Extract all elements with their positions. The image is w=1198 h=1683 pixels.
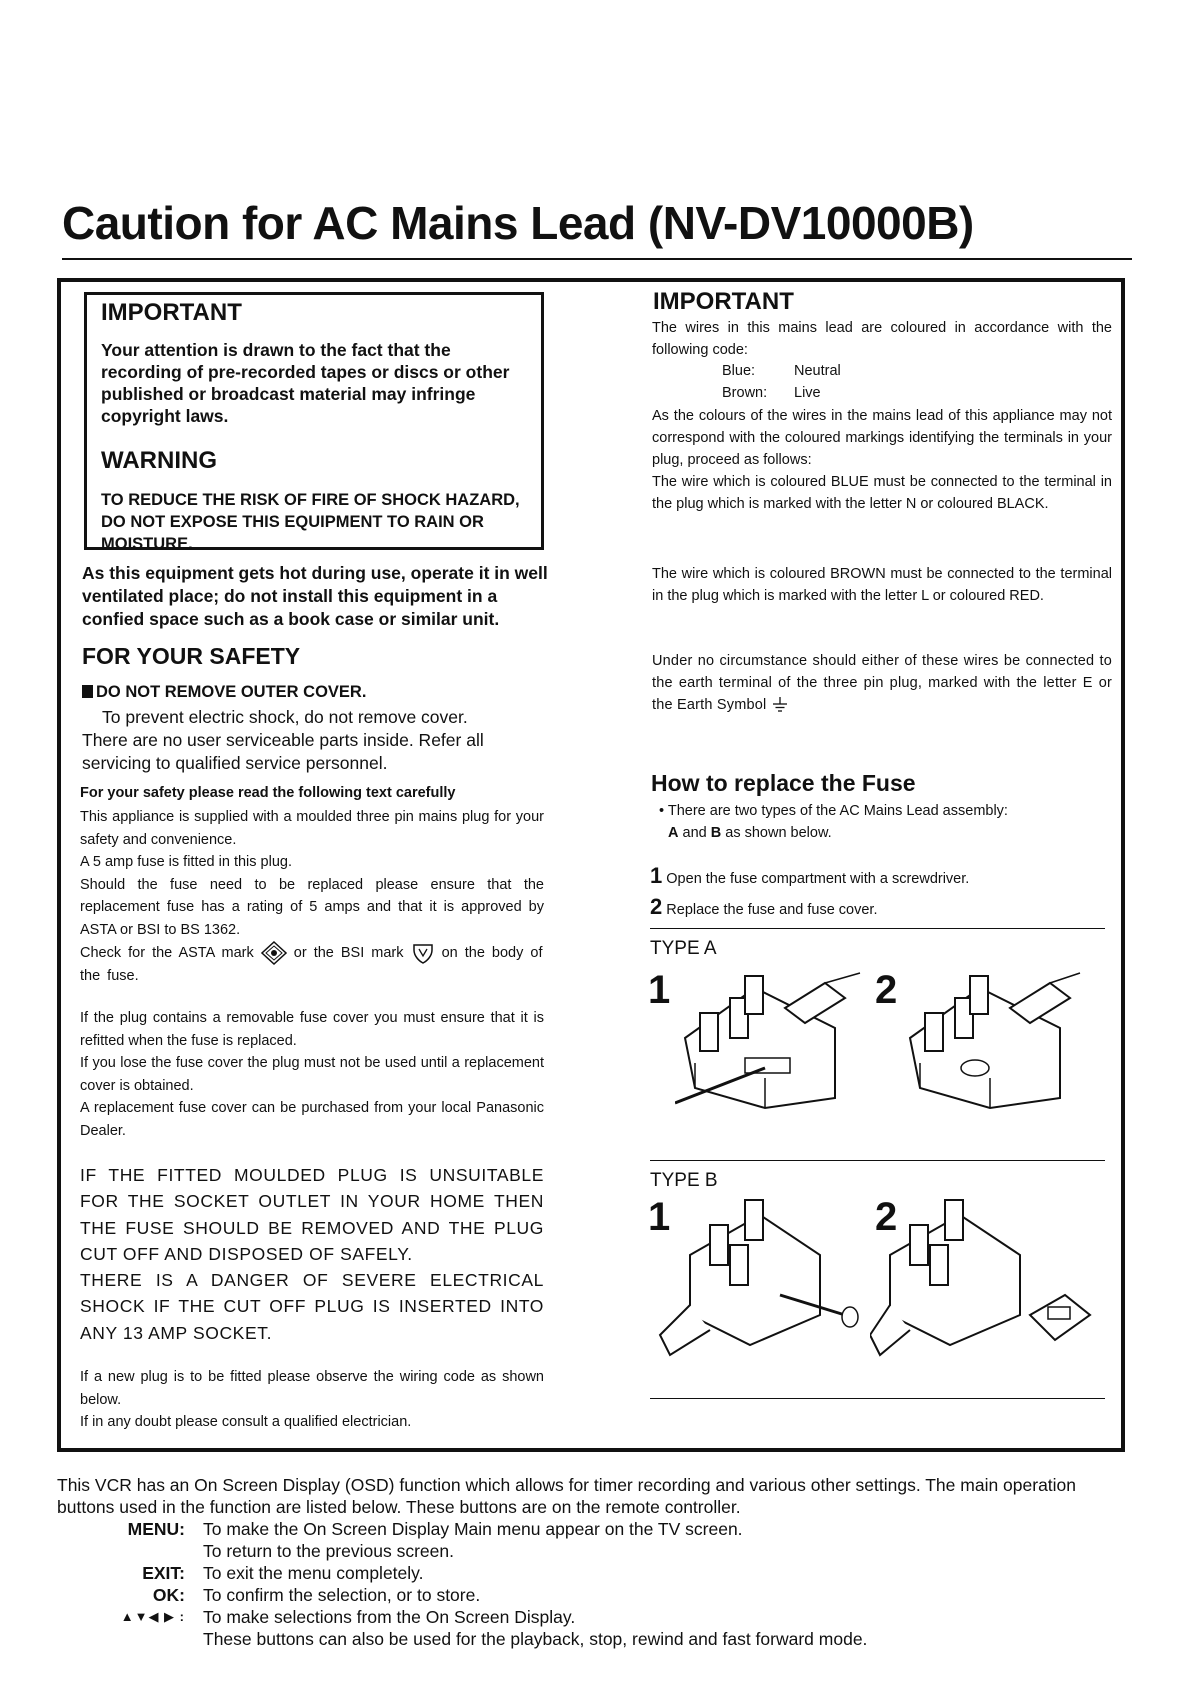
step-1 [650, 863, 969, 889]
warning-text: TO REDUCE THE RISK OF FIRE OF SHOCK HAZARD, DO NOT EXPOSE THIS EQUIPMENT TO RAIN OR MOISTURE. [101, 491, 520, 553]
button-desc: To make selections from the On Screen Display. [203, 1607, 576, 1627]
button-row [108, 1562, 867, 1584]
fuse-bullet-continued [668, 822, 832, 844]
copyright-notice: Your attention is drawn to the fact that the recording of pre-recorded tapes or discs or other published or broadcast material may infringe copyright laws. [101, 340, 510, 426]
wire-colour: Brown: [722, 385, 768, 401]
new-plug-paragraph [80, 1366, 544, 1434]
safety-heading: FOR YOUR SAFETY [82, 643, 301, 669]
warning-heading: WARNING [101, 447, 217, 474]
type-b-label: TYPE B [650, 1170, 718, 1191]
text-line: IF THE FITTED MOULDED PLUG IS UNSUITABLE FOR THE SOCKET OUTLET IN YOUR HOME THEN THE FUSE SHOULD BE REMOVED AND THE PLUG CUT OFF AND DISPOSED OF SAFELY. [80, 1165, 544, 1264]
button-desc: These buttons can also be used for the playback, stop, rewind and fast forward mode. [203, 1629, 868, 1649]
step-2 [650, 894, 877, 920]
safety-subheading [82, 683, 366, 702]
text-line: If you lose the fuse cover the plug must not be used until a replacement cover is obtained. [80, 1055, 544, 1094]
fuse-cover-paragraph [80, 1007, 544, 1142]
text-line: Should the fuse need to be replaced please ensure that the replacement fuse has a rating of 5 amps and that it is approved by ASTA or BSI to BS 1362. [80, 876, 544, 938]
text-line: A 5 amp fuse is fitted in this plug. [80, 854, 292, 870]
text-fragment: on the body of the fuse. [80, 944, 543, 984]
wire-code-row [722, 360, 841, 382]
button-key: EXIT: [142, 1563, 185, 1583]
type-b-open-fuse-illustration [650, 1195, 865, 1365]
figure-number: 1 [648, 968, 671, 1012]
type-a-replace-fuse-illustration [900, 968, 1090, 1128]
button-desc: To return to the previous screen. [203, 1541, 454, 1561]
bsi-kitemark-icon [411, 941, 435, 965]
type-a-open-fuse-illustration [675, 968, 875, 1128]
wire-colour-code [722, 360, 841, 404]
mark-check-line [80, 941, 544, 988]
fuse-info-paragraph [80, 806, 544, 988]
button-key: OK: [152, 1585, 185, 1605]
figure-number: 2 [875, 968, 898, 1012]
step-number: 2 [650, 894, 663, 919]
wire-code-row [722, 382, 841, 404]
ventilation-notice: As this equipment gets hot during use, operate it in well ventilated place; do not install this equipment in a confied space such as a book case or similar unit. [82, 563, 548, 629]
divider [650, 928, 1105, 929]
text-fragment: and [682, 825, 707, 841]
figure-number: 2 [875, 1195, 898, 1239]
osd-intro: This VCR has an On Screen Display (OSD) function which allows for timer recording and various other settings. The main operation buttons used in the function are listed below. These buttons are on the remote controller. [57, 1475, 1077, 1517]
asta-mark-icon [261, 941, 287, 965]
text-fragment: There are two types of the AC Mains Lead assembly: [667, 803, 1008, 819]
text-line: A replacement fuse cover can be purchased from your local Panasonic Dealer. [80, 1100, 544, 1139]
type-letter: A [668, 825, 679, 841]
button-key [108, 1628, 203, 1650]
wire-meaning: Live [794, 385, 821, 401]
text-line: THERE IS A DANGER OF SEVERE ELECTRICAL SHOCK IF THE CUT OFF PLUG IS INSERTED INTO ANY 13 AMP SOCKET. [80, 1270, 544, 1343]
button-row [108, 1584, 867, 1606]
wire-colour: Blue: [722, 363, 756, 379]
type-letter: B [710, 825, 722, 841]
read-carefully-heading: For your safety please read the following text carefully [80, 785, 456, 801]
type-a-label: TYPE A [650, 938, 717, 959]
safety-line: To prevent electric shock, do not remove cover. [102, 707, 468, 727]
safety-sub-text: DO NOT REMOVE OUTER COVER. [96, 683, 367, 701]
fuse-bullet: • There are two types of the AC Mains Lead assembly: [659, 803, 1008, 819]
button-row [108, 1540, 867, 1562]
text-fragment: or the BSI mark [293, 944, 404, 961]
button-key [108, 1540, 203, 1562]
title-rule [62, 258, 1132, 260]
text-line: As the colours of the wires in the mains lead of this appliance may not correspond with the coloured markings identifying the terminals in your plug, proceed as follows: [652, 408, 1112, 468]
fuse-replace-heading: How to replace the Fuse [651, 770, 916, 796]
button-row [108, 1628, 867, 1650]
safety-line: There are no user serviceable parts inside. Refer all servicing to qualified service personnel. [82, 730, 484, 773]
button-desc: To exit the menu completely. [203, 1563, 424, 1583]
button-row [108, 1606, 867, 1628]
important-heading: IMPORTANT [101, 299, 242, 326]
divider [650, 1160, 1105, 1161]
text-line: The wire which is coloured BLUE must be connected to the terminal in the plug which is marked with the letter N or coloured BLACK. [652, 474, 1112, 512]
wiring-intro: The wires in this mains lead are coloured in accordance with the following code: [652, 320, 1112, 358]
button-desc: To confirm the selection, or to store. [203, 1585, 481, 1605]
brown-wire-text: The wire which is coloured BROWN must be connected to the terminal in the plug which is marked with the letter L or coloured RED. [652, 566, 1112, 604]
wiring-instructions [652, 405, 1112, 515]
remote-button-list [108, 1518, 867, 1650]
text-line: If the plug contains a removable fuse cover you must ensure that it is refitted when the fuse is replaced. [80, 1010, 544, 1049]
step-text: Replace the fuse and fuse cover. [666, 902, 878, 918]
earth-warning [652, 650, 1112, 716]
text-line: If in any doubt please consult a qualified electrician. [80, 1414, 412, 1430]
text-fragment: Check for the ASTA mark [80, 944, 254, 961]
step-text: Open the fuse compartment with a screwdriver. [666, 871, 970, 887]
wiring-important-heading: IMPORTANT [653, 288, 794, 315]
square-bullet-icon [82, 685, 93, 698]
figure-number: 1 [648, 1195, 671, 1239]
wire-meaning: Neutral [794, 363, 841, 379]
plug-danger-notice [80, 1162, 544, 1346]
important-warning-box [84, 292, 544, 553]
text-fragment: as shown below. [725, 825, 832, 841]
divider [650, 1398, 1105, 1399]
button-row [108, 1518, 867, 1540]
text-line: This appliance is supplied with a moulded three pin mains plug for your safety and convenience. [80, 809, 544, 848]
arrow-keys-icon: ▲▼◀ ▶ : [120, 1609, 185, 1624]
earth-symbol-icon [771, 696, 789, 714]
text-line: If a new plug is to be fitted please observe the wiring code as shown below. [80, 1369, 544, 1408]
button-key: MENU: [127, 1519, 185, 1539]
button-desc: To make the On Screen Display Main menu appear on the TV screen. [203, 1519, 743, 1539]
step-number: 1 [650, 863, 663, 888]
type-b-replace-fuse-illustration [870, 1195, 1095, 1365]
safety-body [82, 706, 552, 775]
text-fragment: Under no circumstance should either of these wires be connected to the earth terminal of the three pin plug, marked with the letter E or the Earth Symbol [652, 653, 1112, 713]
page-title: Caution for AC Mains Lead (NV-DV10000B) [62, 197, 974, 249]
